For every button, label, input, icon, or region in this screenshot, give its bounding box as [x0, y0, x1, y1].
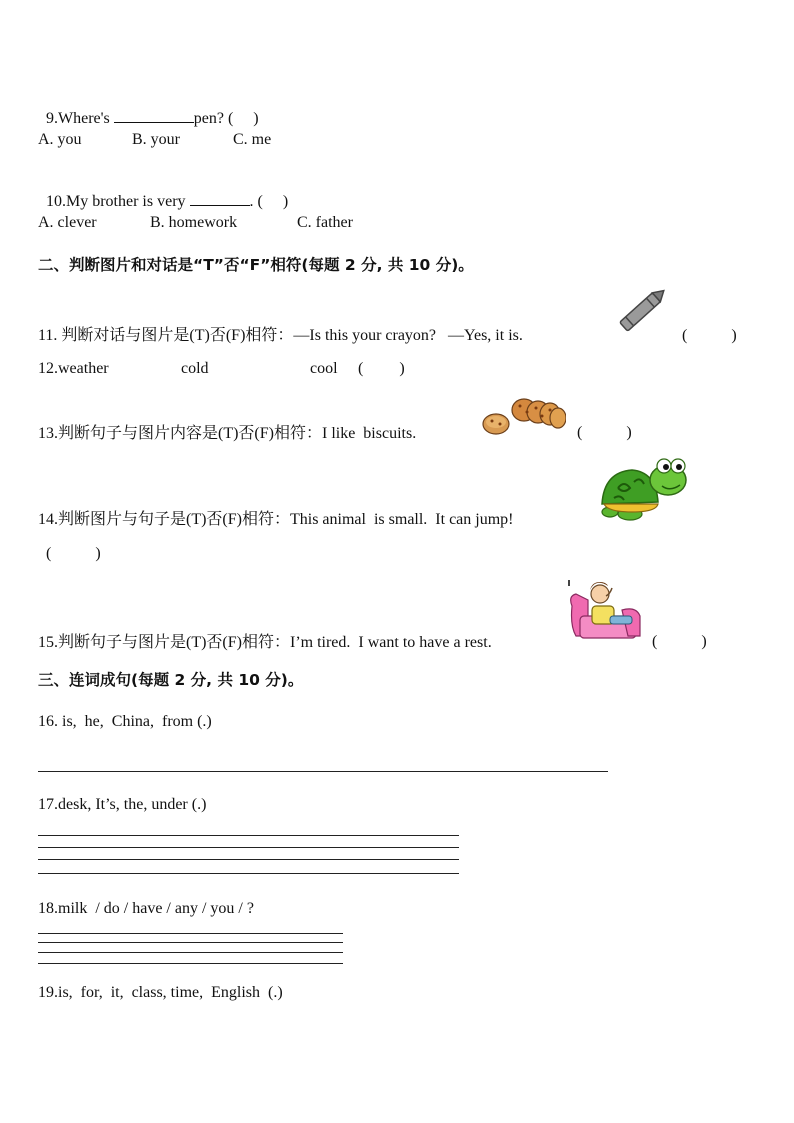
resting-boy-icon [566, 576, 646, 646]
answer-line-18d[interactable] [38, 963, 343, 964]
question-12-word-1: 12.weather [38, 360, 109, 377]
question-12-word-2: cold [181, 360, 209, 377]
option-10a: A. clever [38, 214, 97, 231]
question-10-prefix: 10.My brother is very [46, 193, 190, 210]
biscuits-icon [480, 396, 566, 438]
answer-line-18a[interactable] [38, 933, 343, 934]
question-12-word-3: cool [310, 360, 338, 377]
section-3-title: 三、连词成句(每题 2 分, 共 10 分)。 [38, 671, 304, 689]
answer-line-17d[interactable] [38, 873, 459, 874]
option-9c: C. me [233, 131, 272, 148]
question-18: 18.milk / do / have / any / you / ? [38, 900, 254, 917]
question-10 [38, 171, 288, 212]
answer-line-18b[interactable] [38, 942, 343, 943]
question-9-suffix: pen? ( ) [193, 110, 259, 127]
question-10-suffix: . ( ) [249, 193, 289, 210]
answer-line-18c[interactable] [38, 952, 343, 953]
section-2-title: 二、判断图片和对话是“T”否“F”相符(每题 2 分, 共 10 分)。 [38, 256, 474, 274]
option-9a: A. you [38, 131, 82, 148]
answer-line-16[interactable] [38, 771, 608, 772]
answer-bracket-14[interactable]: ( ) [46, 545, 101, 562]
turtle-icon [598, 452, 690, 524]
answer-bracket-15[interactable]: ( ) [652, 633, 707, 650]
question-15: 15.判断句子与图片是(T)否(F)相符：I’m tired. I want to have a rest. [38, 634, 492, 651]
question-9 [38, 88, 259, 129]
question-13: 13.判断句子与图片内容是(T)否(F)相符：I like biscuits. [38, 425, 417, 442]
question-16: 16. is, he, China, from (.) [38, 713, 212, 730]
answer-bracket-12[interactable]: ( ) [358, 360, 405, 377]
question-14: 14.判断图片与句子是(T)否(F)相符：This animal is small. It can jump! [38, 511, 514, 528]
answer-bracket-13[interactable]: ( ) [577, 424, 632, 441]
question-19: 19.is, for, it, class, time, English (.) [38, 984, 283, 1001]
option-9b: B. your [132, 131, 180, 148]
question-17: 17.desk, It’s, the, under (.) [38, 796, 207, 813]
crayon-icon [612, 284, 668, 340]
answer-line-17a[interactable] [38, 835, 459, 836]
question-9-prefix: 9.Where's [46, 110, 114, 127]
option-10b: B. homework [150, 214, 238, 231]
answer-line-17c[interactable] [38, 859, 459, 860]
answer-line-17b[interactable] [38, 847, 459, 848]
answer-bracket-11[interactable]: ( ) [682, 327, 737, 344]
option-10c: C. father [297, 214, 353, 231]
answer-blank[interactable] [114, 108, 194, 123]
answer-blank[interactable] [190, 191, 250, 206]
question-11: 11. 判断对话与图片是(T)否(F)相符：—Is this your crayon? —Yes, it is. [38, 327, 523, 344]
